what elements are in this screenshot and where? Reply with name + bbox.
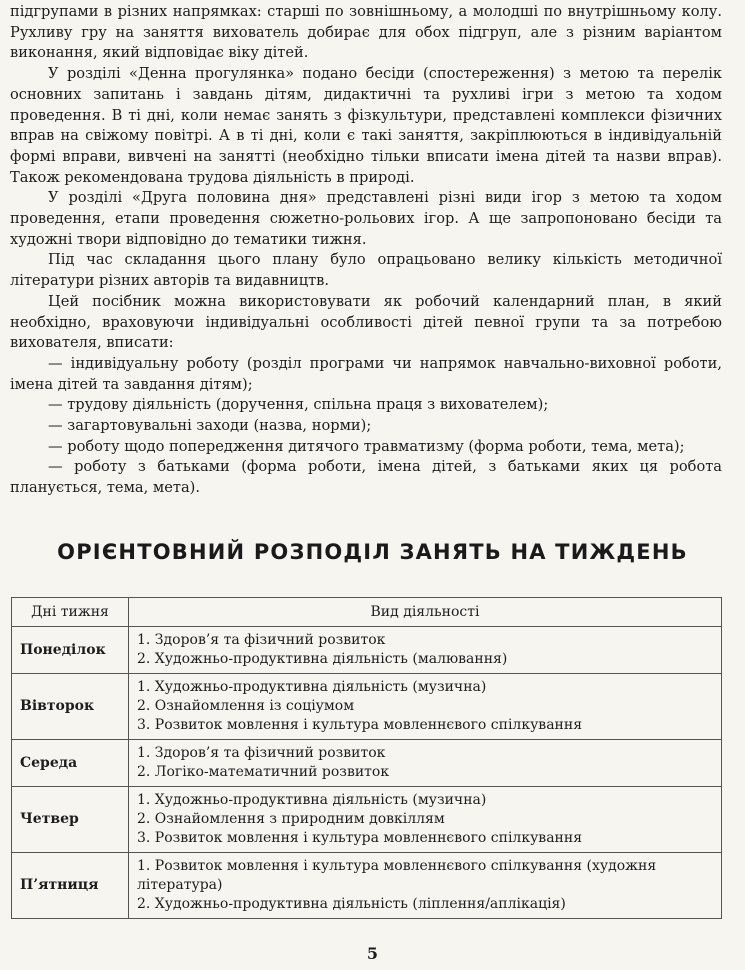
activities-cell [129, 674, 722, 740]
activity-item: 2. Художньо-продуктивна діяльність (малювання) [137, 651, 508, 667]
column-header-days: Дні тижня [12, 598, 129, 627]
day-cell: Четвер [12, 787, 129, 853]
activity-item: 2. Логіко-математичний розвиток [137, 764, 390, 780]
list-item: — роботу щодо попередження дитячого травматизму (форма роботи, тема, мета); [48, 437, 685, 455]
activities-cell [129, 787, 722, 853]
activities-cell [129, 627, 722, 674]
activities-cell [129, 853, 722, 919]
table-row [12, 740, 722, 787]
day-cell: Середа [12, 740, 129, 787]
list-item: — роботу з батьками (форма роботи, імена дітей, з батьками яких ця робота планується, тема, мета). [10, 458, 722, 497]
weekly-schedule-table [11, 597, 722, 919]
list-item: — індивідуальну роботу (розділ програми чи напрямок навчально-виховної роботи, імена дітей та завдання дітям); [10, 354, 722, 393]
activity-item: 2. Художньо-продуктивна діяльність (ліплення/аплікація) [137, 896, 566, 912]
list-item: — трудову діяльність (доручення, спільна праця з вихователем); [48, 396, 549, 414]
table-row [12, 853, 722, 919]
activity-item: 1. Здоров’я та фізичний розвиток [137, 745, 386, 761]
activity-item: 1. Художньо-продуктивна діяльність (музична) [137, 679, 487, 695]
activity-item: 2. Ознайомлення із соціумом [137, 698, 355, 714]
table-row [12, 787, 722, 853]
table-header-row [12, 598, 722, 627]
day-cell: П’ятниця [12, 853, 129, 919]
paragraph: Під час складання цього плану було опрацьовано велику кількість методичної літератури різних авторів та видавництв. [10, 251, 722, 290]
day-cell: Понеділок [12, 627, 129, 674]
list-item: — загартовувальні заходи (назва, норми); [48, 417, 372, 435]
activity-item: 1. Розвиток мовлення і культура мовленнєвого спілкування (художня література) [137, 858, 657, 893]
activity-item: 1. Здоров’я та фізичний розвиток [137, 632, 386, 648]
activities-cell [129, 740, 722, 787]
page-number: 5 [366, 944, 379, 963]
column-header-activity: Вид діяльності [129, 598, 722, 627]
table-row [12, 674, 722, 740]
activity-item: 3. Розвиток мовлення і культура мовленнєвого спілкування [137, 830, 583, 846]
paragraph: підгрупами в різних напрямках: старші по зовнішньому, а молодші по внутрішньому колу. Рухливу гру на заняття вихователь добирає для обох підгруп, але з різним варіантом виконання, який відповідає віку дітей. [10, 3, 722, 62]
table-row [12, 627, 722, 674]
day-cell: Вівторок [12, 674, 129, 740]
paragraph: У розділі «Друга половина дня» представлені різні види ігор з метою та ходом проведення, етапи проведення сюжетно-рольових ігор. А ще запропоновано бесіди та художні твори відповідно до тематики тижня. [10, 189, 722, 248]
activity-item: 1. Художньо-продуктивна діяльність (музична) [137, 792, 487, 808]
section-title: ОРІЄНТОВНИЙ РОЗПОДІЛ ЗАНЯТЬ НА ТИЖДЕНЬ [57, 540, 688, 564]
activity-item: 3. Розвиток мовлення і культура мовленнєвого спілкування [137, 717, 583, 733]
body-text [10, 2, 722, 499]
activity-item: 2. Ознайомлення з природним довкіллям [137, 811, 445, 827]
paragraph: Цей посібник можна використовувати як робочий календарний план, в який необхідно, враховуючи індивідуальні особливості дітей певної групи та за потребою вихователя, вписати: [10, 292, 722, 352]
paragraph: У розділі «Денна прогулянка» подано бесіди (спостереження) з метою та перелік основних запитань і завдань дітям, дидактичні та рухливі ігри з метою та ходом проведення. В ті дні, коли немає занять з фізкультури, представлені комплекси фізичних вправ на свіжому повітрі. А в ті дні, коли є такі заняття, закріплюються в індивідуальній формі вправи, вивчені на занятті (необхідно тільки вписати імена дітей та назви вправ). Також рекомендована трудова діяльність в природі. [10, 65, 722, 186]
